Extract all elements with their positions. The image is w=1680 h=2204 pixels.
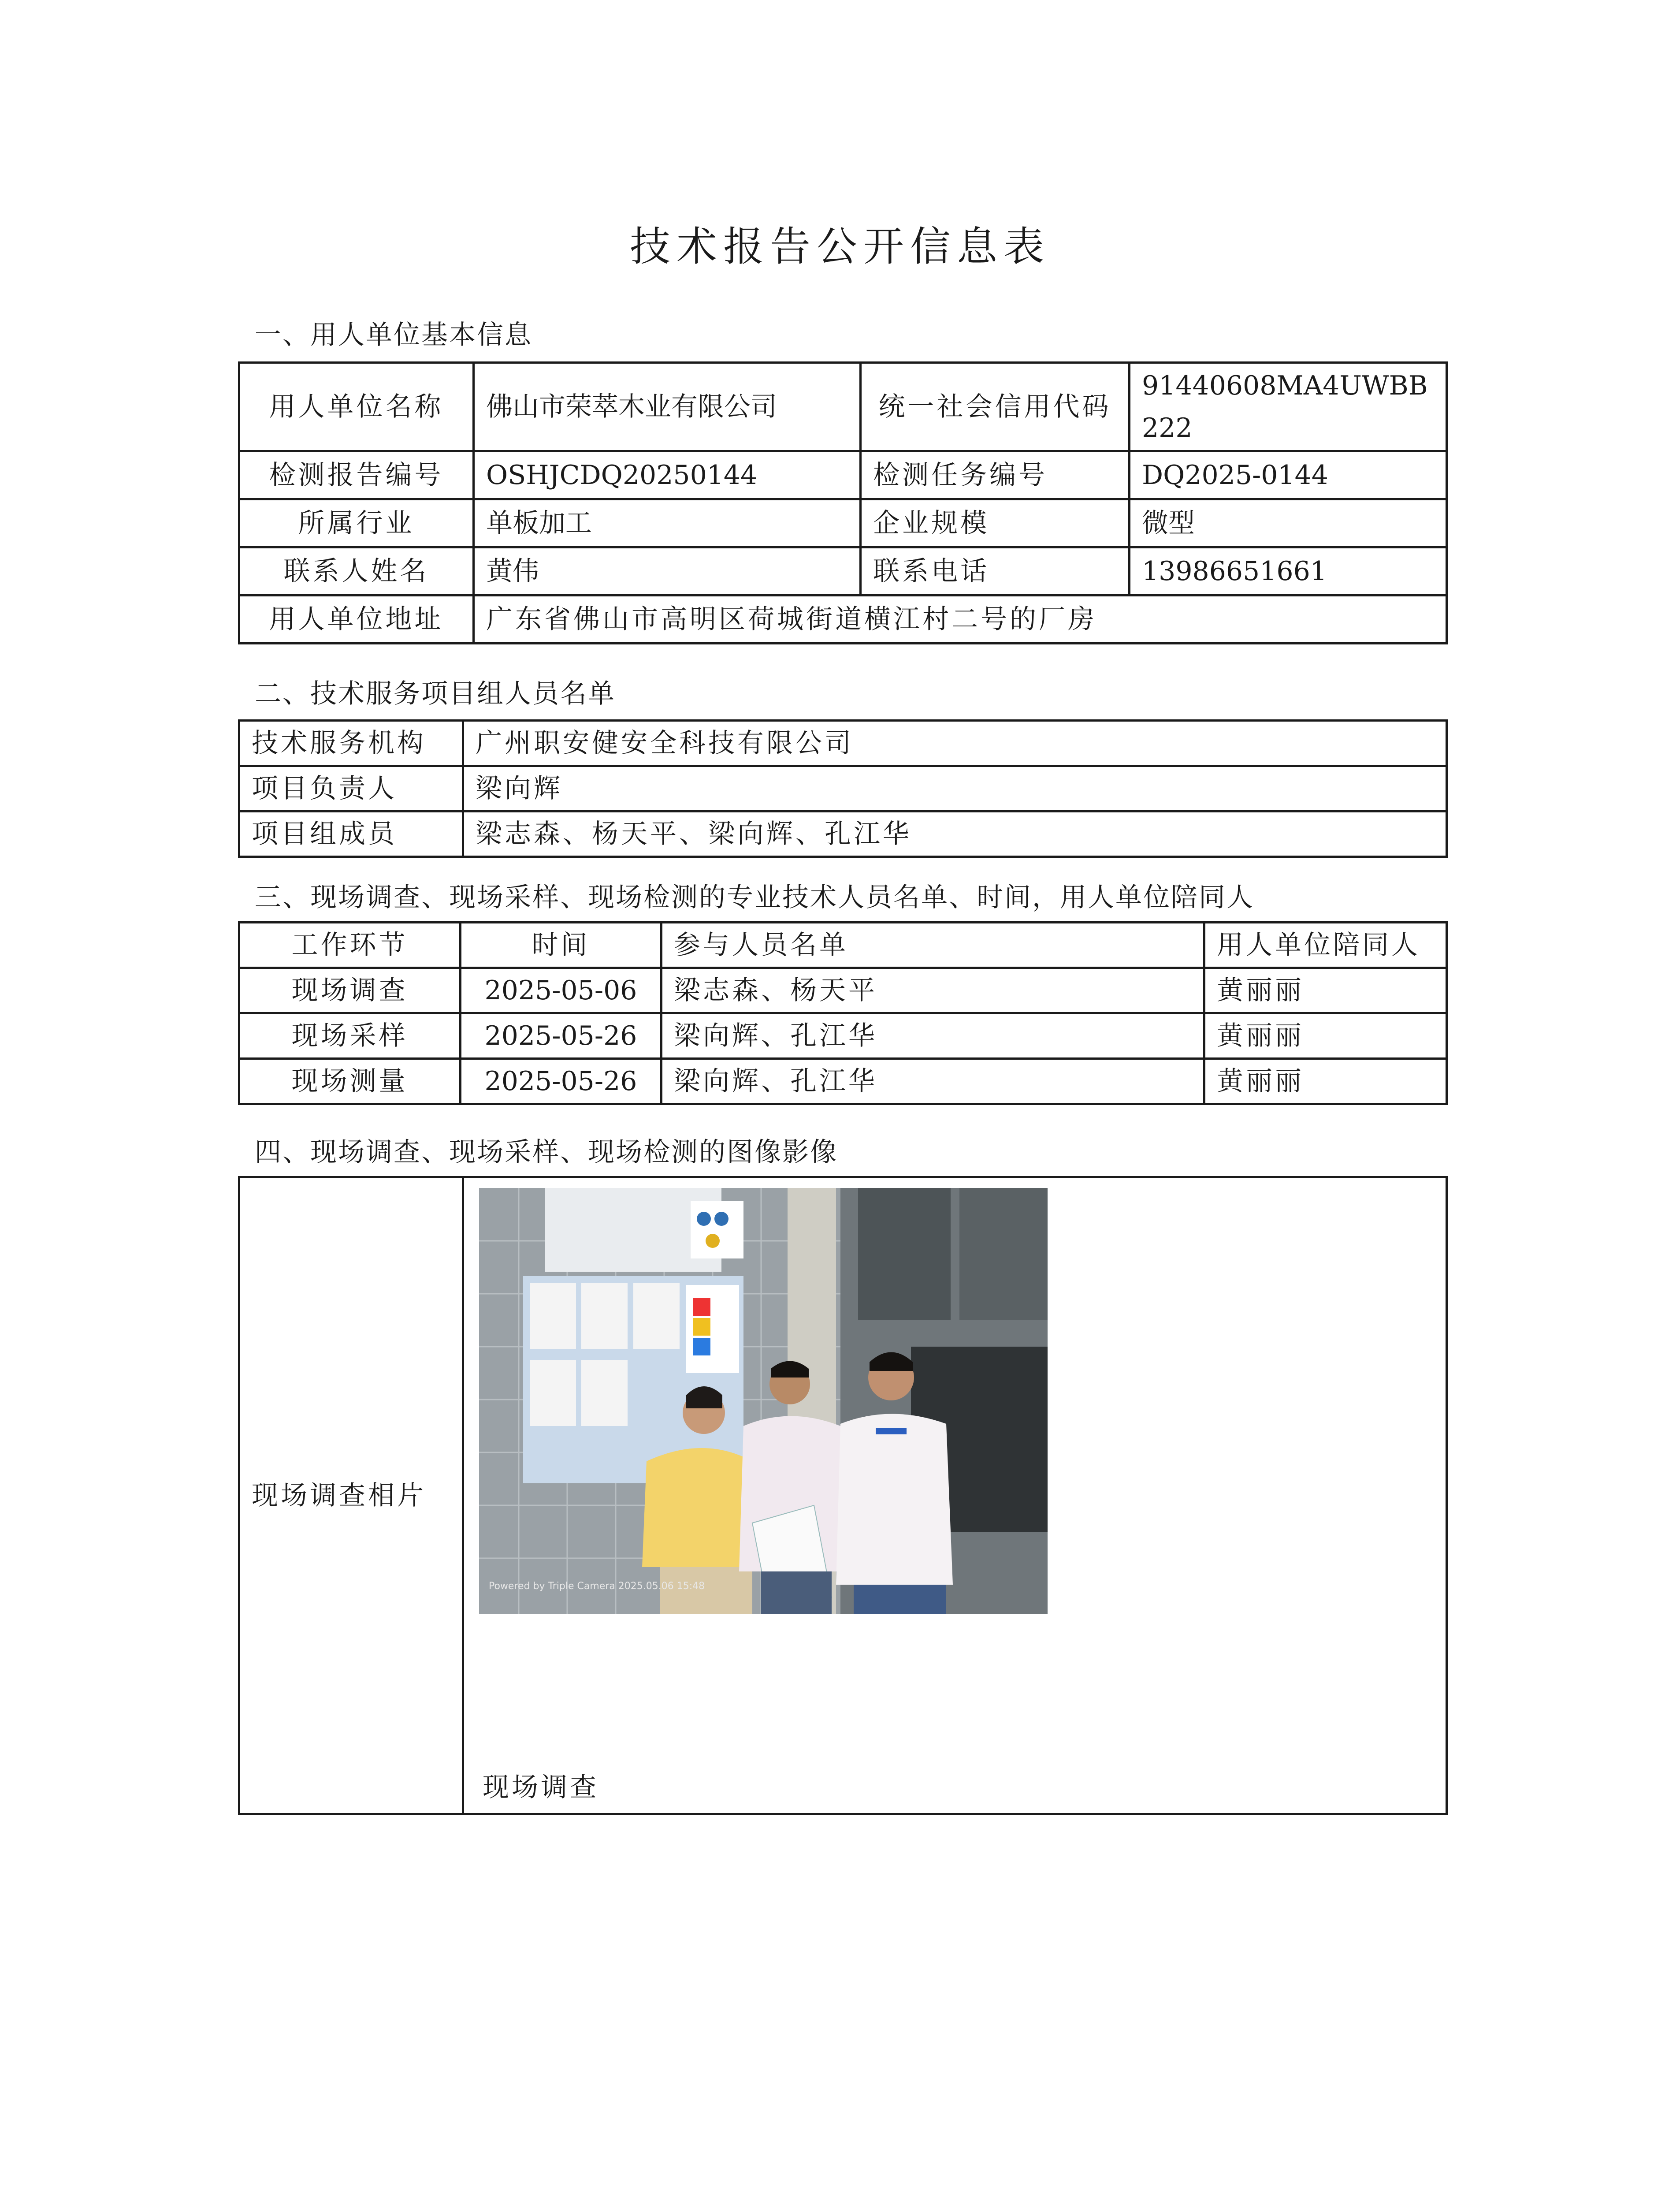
- table-row: [239, 596, 1447, 644]
- project-team-table: [238, 719, 1448, 858]
- column-header: 工作环节: [239, 923, 461, 968]
- table-row: [239, 363, 1447, 451]
- work-date-cell: 2025-05-06: [461, 968, 662, 1013]
- photo-cell: [463, 1177, 1447, 1814]
- task-number-value: DQ2025-0144: [1130, 451, 1447, 499]
- team-members-label: 项目组成员: [239, 812, 463, 857]
- work-date-cell: 2025-05-26: [461, 1013, 662, 1059]
- contact-phone-label: 联系电话: [861, 547, 1130, 596]
- site-survey-photo: [479, 1188, 1048, 1614]
- company-size-label: 企业规模: [861, 499, 1130, 547]
- companion-cell: 黄丽丽: [1204, 968, 1447, 1013]
- team-members-value: 梁志森、杨天平、梁向辉、孔江华: [463, 812, 1447, 857]
- section-1-heading: 一、用人单位基本信息: [255, 320, 532, 350]
- table-row: [239, 1013, 1447, 1059]
- contact-name-label: 联系人姓名: [239, 547, 474, 596]
- report-number-label: 检测报告编号: [239, 451, 474, 499]
- employer-name-label: 用人单位名称: [239, 363, 474, 451]
- contact-name-value: 黄伟: [474, 547, 861, 596]
- address-value: 广东省佛山市高明区荷城街道横江村二号的厂房: [474, 596, 1447, 644]
- table-row: [239, 766, 1447, 812]
- section-4-heading: 四、现场调查、现场采样、现场检测的图像影像: [255, 1137, 838, 1168]
- table-row: [239, 1177, 1447, 1814]
- participants-cell: 梁志森、杨天平: [662, 968, 1204, 1013]
- industry-value: 单板加工: [474, 499, 861, 547]
- table-header-row: [239, 923, 1447, 968]
- work-stage-cell: 现场测量: [239, 1059, 461, 1104]
- contact-phone-value: 13986651661: [1130, 547, 1447, 596]
- participants-cell: 梁向辉、孔江华: [662, 1013, 1204, 1059]
- credit-code-label: 统一社会信用代码: [861, 363, 1130, 451]
- column-header: 时间: [461, 923, 662, 968]
- employer-name-value: 佛山市荣萃木业有限公司: [474, 363, 861, 451]
- table-row: [239, 1059, 1447, 1104]
- work-date-cell: 2025-05-26: [461, 1059, 662, 1104]
- report-number-value: OSHJCDQ20250144: [474, 451, 861, 499]
- companion-cell: 黄丽丽: [1204, 1013, 1447, 1059]
- photo-label: 现场调查相片: [239, 1177, 463, 1814]
- project-lead-value: 梁向辉: [463, 766, 1447, 812]
- companion-cell: 黄丽丽: [1204, 1059, 1447, 1104]
- industry-label: 所属行业: [239, 499, 474, 547]
- column-header: 用人单位陪同人: [1204, 923, 1447, 968]
- site-work-table: [238, 921, 1448, 1105]
- page-title: 技术报告公开信息表: [629, 223, 1050, 270]
- work-stage-cell: 现场调查: [239, 968, 461, 1013]
- employer-info-table: [238, 361, 1448, 644]
- table-row: [239, 547, 1447, 596]
- table-row: [239, 499, 1447, 547]
- project-lead-label: 项目负责人: [239, 766, 463, 812]
- site-photo-table: [238, 1176, 1448, 1815]
- section-2-heading: 二、技术服务项目组人员名单: [255, 678, 616, 709]
- table-row: [239, 451, 1447, 499]
- table-row: [239, 812, 1447, 857]
- table-row: [239, 721, 1447, 766]
- service-org-value: 广州职安健安全科技有限公司: [463, 721, 1447, 766]
- section-3-heading: 三、现场调查、现场采样、现场检测的专业技术人员名单、时间，用人单位陪同人: [255, 882, 1254, 913]
- photo-caption: 现场调查: [483, 1772, 599, 1803]
- column-header: 参与人员名单: [662, 923, 1204, 968]
- task-number-label: 检测任务编号: [861, 451, 1130, 499]
- photo-timestamp: Powered by Triple Camera 2025.05.06 15:48: [489, 1581, 705, 1592]
- service-org-label: 技术服务机构: [239, 721, 463, 766]
- address-label: 用人单位地址: [239, 596, 474, 644]
- table-row: [239, 968, 1447, 1013]
- company-size-value: 微型: [1130, 499, 1447, 547]
- site-survey-photo-image: [479, 1188, 1048, 1614]
- participants-cell: 梁向辉、孔江华: [662, 1059, 1204, 1104]
- credit-code-value: 91440608MA4UWBB222: [1130, 363, 1447, 451]
- work-stage-cell: 现场采样: [239, 1013, 461, 1059]
